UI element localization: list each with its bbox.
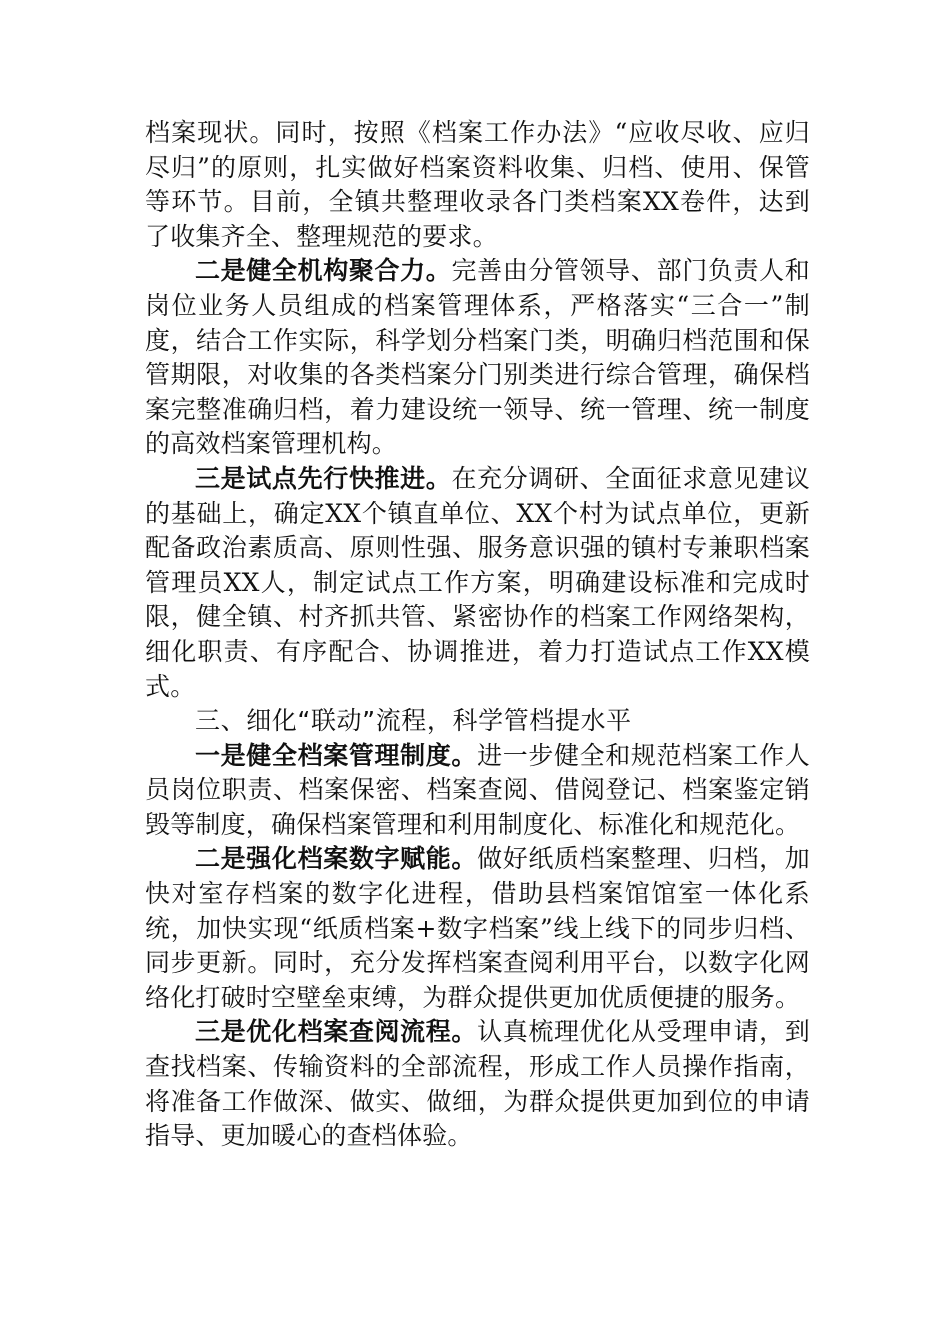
paragraph-pilot (145, 462, 810, 704)
paragraph-text: 认真梳理优化从受理申请，到查找档案、传输资料的全部流程，形成工作人员操作指南，将准备工作做深、做实、做细，为群众提供更加到位的申请指导、更加暖心的查档体验。 (145, 1017, 810, 1151)
paragraph-digitization (145, 842, 810, 1015)
paragraph-text: 完善由分管领导、部门负责人和岗位业务人员组成的档案管理体系，严格落实“三合一”制度，结合工作实际，科学划分档案门类，明确归档范围和保管期限，对收集的各类档案分门别类进行综合管理，确保档案完整准确归档，着力建设统一领导、统一管理、统一制度的高效档案管理机构。 (145, 256, 810, 459)
paragraph-lead: 三是优化档案查阅流程。 (195, 1017, 478, 1047)
paragraph-query-process (145, 1015, 810, 1153)
paragraph-text: 档案现状。同时，按照《档案工作办法》“应收尽收、应归尽归”的原则，扎实做好档案资料收集、归档、使用、保管等环节。目前，全镇共整理收录各门类档案XX卷件，达到了收集齐全、整理规范的要求。 (145, 118, 810, 251)
section-heading: 三、细化“联动”流程，科学管档提水平 (195, 706, 632, 736)
paragraph-archive-status (145, 116, 810, 254)
paragraph-lead: 二是强化档案数字赋能。 (195, 844, 478, 874)
paragraph-management-system (145, 739, 810, 843)
paragraph-lead: 三是试点先行快推进。 (195, 463, 452, 493)
document-body (145, 116, 810, 1154)
paragraph-institution (145, 254, 810, 462)
paragraph-lead: 一是健全档案管理制度。 (195, 740, 478, 770)
paragraph-lead: 二是健全机构聚合力。 (195, 256, 452, 286)
paragraph-text: 在充分调研、全面征求意见建议的基础上，确定XX个镇直单位、XX个村为试点单位，更新配备政治素质高、原则性强、服务意识强的镇村专兼职档案管理员XX人，制定试点工作方案，明确建设标准和完成时限，健全镇、村齐抓共管、紧密协作的档案工作网络架构，细化职责、有序配合、协调推进，着力打造试点工作XX模式。 (145, 463, 810, 701)
paragraph-text: 进一步健全和规范档案工作人员岗位职责、档案保密、档案查阅、借阅登记、档案鉴定销毁等制度，确保档案管理和利用制度化、标准化和规范化。 (145, 740, 810, 839)
paragraph-text: 做好纸质档案整理、归档，加快对室存档案的数字化进程，借助县档案馆馆室一体化系统，加快实现“纸质档案+数字档案”线上线下的同步归档、同步更新。同时，充分发挥档案查阅利用平台，以数字化网络化打破时空壁垒束缚，为群众提供更加优质便捷的服务。 (145, 844, 810, 1012)
